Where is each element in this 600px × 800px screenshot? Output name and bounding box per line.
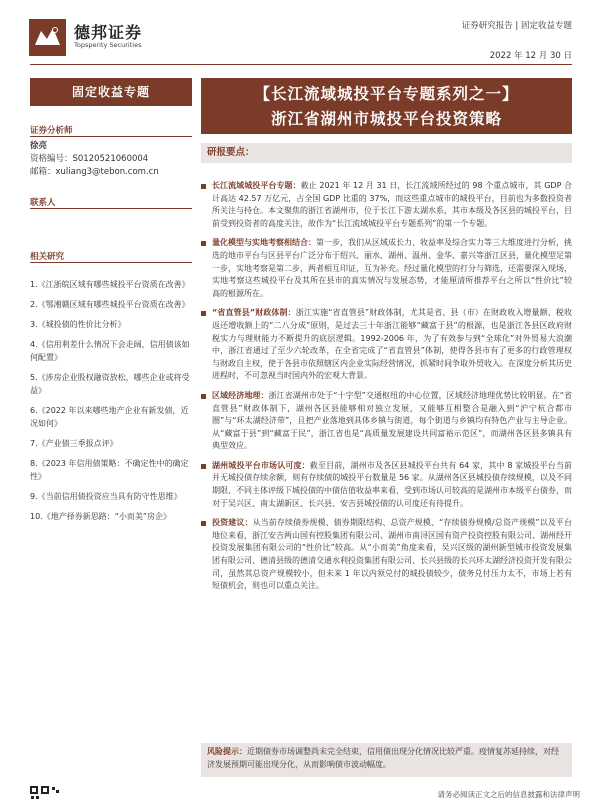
paragraph-label: 量化模型与实地考察相结合： (212, 238, 316, 248)
paragraph-label: 投资建议： (212, 518, 253, 528)
analyst-heading-wrap (30, 124, 192, 136)
title-line-1: 【长江流域城投平台专题系列之一】 (254, 85, 519, 103)
key-points-body (201, 180, 572, 600)
bullet-icon (201, 311, 206, 316)
paragraph-text: 第一步，我们从区域成长力、收益率及综合实力等三大维度进行分析，挑选的地市平台与区县平台广泛分布于绍兴、丽水、湖州、温州、金华、嘉兴等浙江区县，量化模型足第一步，实地考察是第二步，两者相互印证，互为补充。经过量化模型的打分与筛选，还需要深入现场，实地考察这些城投平台及其所在县市的真实情况与发展态势，才能厘清所推荐平台之所以“性价比”较高的根源所在。 (212, 238, 572, 298)
paragraph-text: 从当前存续债券规模、债券期限结构、总资产规模、“存续债券规模/总资产规模”以及平台地位来看，浙江安吉两山国有控股集团有限公司、湖州市南浔区国有资产投资控股有限公司、湖州经开投资发展集团有限公司的“性价比”较高。从“小而美”角度来看，吴兴区级的湖州新型城市投资发展集团有限公司、德清县级的德清交通水利投资集团有限公司、长兴县级的长兴环太湖经济投资开发有限公司，虽然其总资产规模较小，但未来 1 年以内须兑付的城投债较少，债务兑付压力太不，市场上若有短债机会，则也可以重点关注。 (212, 518, 573, 591)
header-divider (30, 64, 572, 65)
related-item[interactable]: 2.《鄂湘赣区域有哪些城投平台资质在改善》 (30, 300, 190, 309)
related-item[interactable]: 4.《信用利差什么情况下会走阔，信用债该如何配置》 (30, 340, 190, 362)
key-points-heading: 研报要点： (201, 143, 572, 163)
paragraph-text: 截至目前，湖州市及各区县城投平台共有 64 家，其中 8 家城投平台当前并无城投债存续余额，则有存续债的城投平台数量是 56 家。从湖州各区县城投债存续规模，以及不同期限、不同主体评级下城投债的中债估值收益率来看，受到市场认可较高的是湖州市本级平台债券，而对于吴兴区、南太湖新区、长兴县、安吉县城投债的认可度还有待提升。 (212, 460, 572, 508)
paragraph-text: 截止 2021 年 12 月 31 日，长江流域所经过的 98 个重点城市，其 GDP 合计高达 42.57 万亿元，占全国 GDP 比重的 37%，而这些重点城市的城投平台，目前也为多数投资者所关注与持仓。本文聚焦的浙江省湖州市，位于长江下游太湖水系，其市本级及各区县的城投平台，目前受到投资者的高度关注，故作为“长江流域城投平台专题系列”的第一个专题。 (212, 181, 572, 228)
related-item[interactable]: 7.《产业债三季报点评》 (30, 439, 118, 448)
company-name-en: Topsperity Securities (74, 41, 142, 49)
paragraph-label: “省直管县”财政体制： (212, 308, 296, 318)
related-item[interactable]: 8.《2023 年信用债策略：不确定性中的确定性》 (30, 459, 189, 481)
analyst-name: 徐亮 (30, 141, 48, 151)
related-item[interactable]: 1.《江浙皖区域有哪些城投平台资质在改善》 (30, 280, 190, 289)
analyst-email: 邮箱：xuliang3@tebon.com.cn (30, 167, 159, 177)
report-date: 2022 年 12 月 30 日 (489, 51, 572, 61)
footer-disclaimer: 请务必阅读正文之后的信息披露和法律声明 (437, 790, 580, 799)
contacts-divider (30, 208, 192, 209)
risk-warning (201, 743, 572, 777)
company-logo (29, 19, 66, 56)
report-title (201, 78, 572, 134)
key-point-paragraph (201, 517, 572, 593)
analyst-heading: 证券分析师 (30, 126, 73, 136)
related-divider (30, 262, 192, 263)
key-point-paragraph (201, 237, 572, 300)
related-item[interactable]: 9.《当前信用债投资应当具有防守性思维》 (30, 492, 182, 501)
key-point-paragraph (201, 460, 572, 510)
paragraph-text: 浙江省湖州市处于“十字型”交通枢纽的中心位置，区域经济地理优势比较明显。在“省直管县”财政体制下，湖州各区县能够相对独立发展，又能够互相整合是融入到“沪宁杭合都市圈”与“环太湖经济带”，且把产业落地到具体乡镇与街道，每个街道与乡镇均有特色产业与主导企业。从“藏富于县”到“藏富于民”，浙江省也是“高质量发展建设共同富裕示范区”，而湖州各区县多镇具有典型效应。 (212, 390, 573, 451)
category-tag: 固定收益专题 (30, 78, 192, 106)
key-point-paragraph (201, 180, 572, 230)
bullet-icon (201, 521, 206, 526)
bullet-icon (201, 184, 206, 189)
contacts-heading: 联系人 (30, 198, 56, 208)
related-item[interactable]: 3.《城投债的性价比分析》 (30, 320, 126, 329)
related-heading: 相关研究 (30, 252, 65, 262)
report-type: 证券研究报告 | 固定收益专题 (461, 21, 572, 31)
paragraph-label: 长江流域城投平台专题： (212, 181, 301, 190)
related-item[interactable]: 5.《涉房企业股权融资放松，哪些企业或将受益》 (30, 373, 190, 395)
key-point-paragraph (201, 390, 572, 453)
company-name: 德邦证券 (74, 23, 143, 42)
related-item[interactable]: 10.《地产择券新思路：“小而美”房企》 (30, 512, 172, 521)
bullet-icon (201, 464, 206, 469)
related-item[interactable]: 6.《2022 年以来哪些地产企业有新发债，近况如何》 (30, 406, 189, 428)
related-list (30, 278, 195, 530)
key-point-paragraph (201, 307, 572, 383)
bullet-icon (201, 241, 206, 246)
bullet-icon (201, 394, 206, 399)
analyst-divider (30, 136, 192, 137)
analyst-info (30, 140, 159, 179)
paragraph-label: 湖州城投平台市场认可度： (212, 460, 310, 470)
paragraph-text: 浙江实施“省直管县”财政体制，尤其是省、县（市）在财政收入增量额、税收返还增收额上的“二八分成”原则，是过去三十年浙江能够“藏富于县”的根源，也是浙江各县区政府财税实力与理财能力不断提升的底层逻辑。1992-2006 年，为了有效参与到“全球化”对外贸易大浪潮中，浙江省通过了至少六轮改革，在全省完成了“省直管县”体制，使得各县市有了更多的行政管理权与财政自主权，使于各县市依照辖区内企业实际经营情况，抓紧时间争取外贸收入。在深度分析其历史进程时，不可忽视当时国内外的宏观大背景。 (212, 308, 573, 381)
related-heading-wrap (30, 250, 192, 262)
contacts-heading-wrap (30, 196, 192, 208)
paragraph-label: 区域经济地理： (212, 390, 269, 400)
qr-code-icon (30, 786, 60, 800)
logo-mark-icon (29, 19, 66, 56)
risk-label: 风险提示： (207, 747, 247, 756)
title-line-2: 浙江省湖州市城投平台投资策略 (270, 110, 502, 128)
analyst-cert: 资格编号：S0120521060004 (30, 154, 149, 164)
risk-text: 近期债券市场调整尚未完全结束，信用债出现分化情况比较严重。疫情复苏延持续，对经济发展预期可能出现分化，从而影响债市波动幅度。 (207, 747, 559, 769)
